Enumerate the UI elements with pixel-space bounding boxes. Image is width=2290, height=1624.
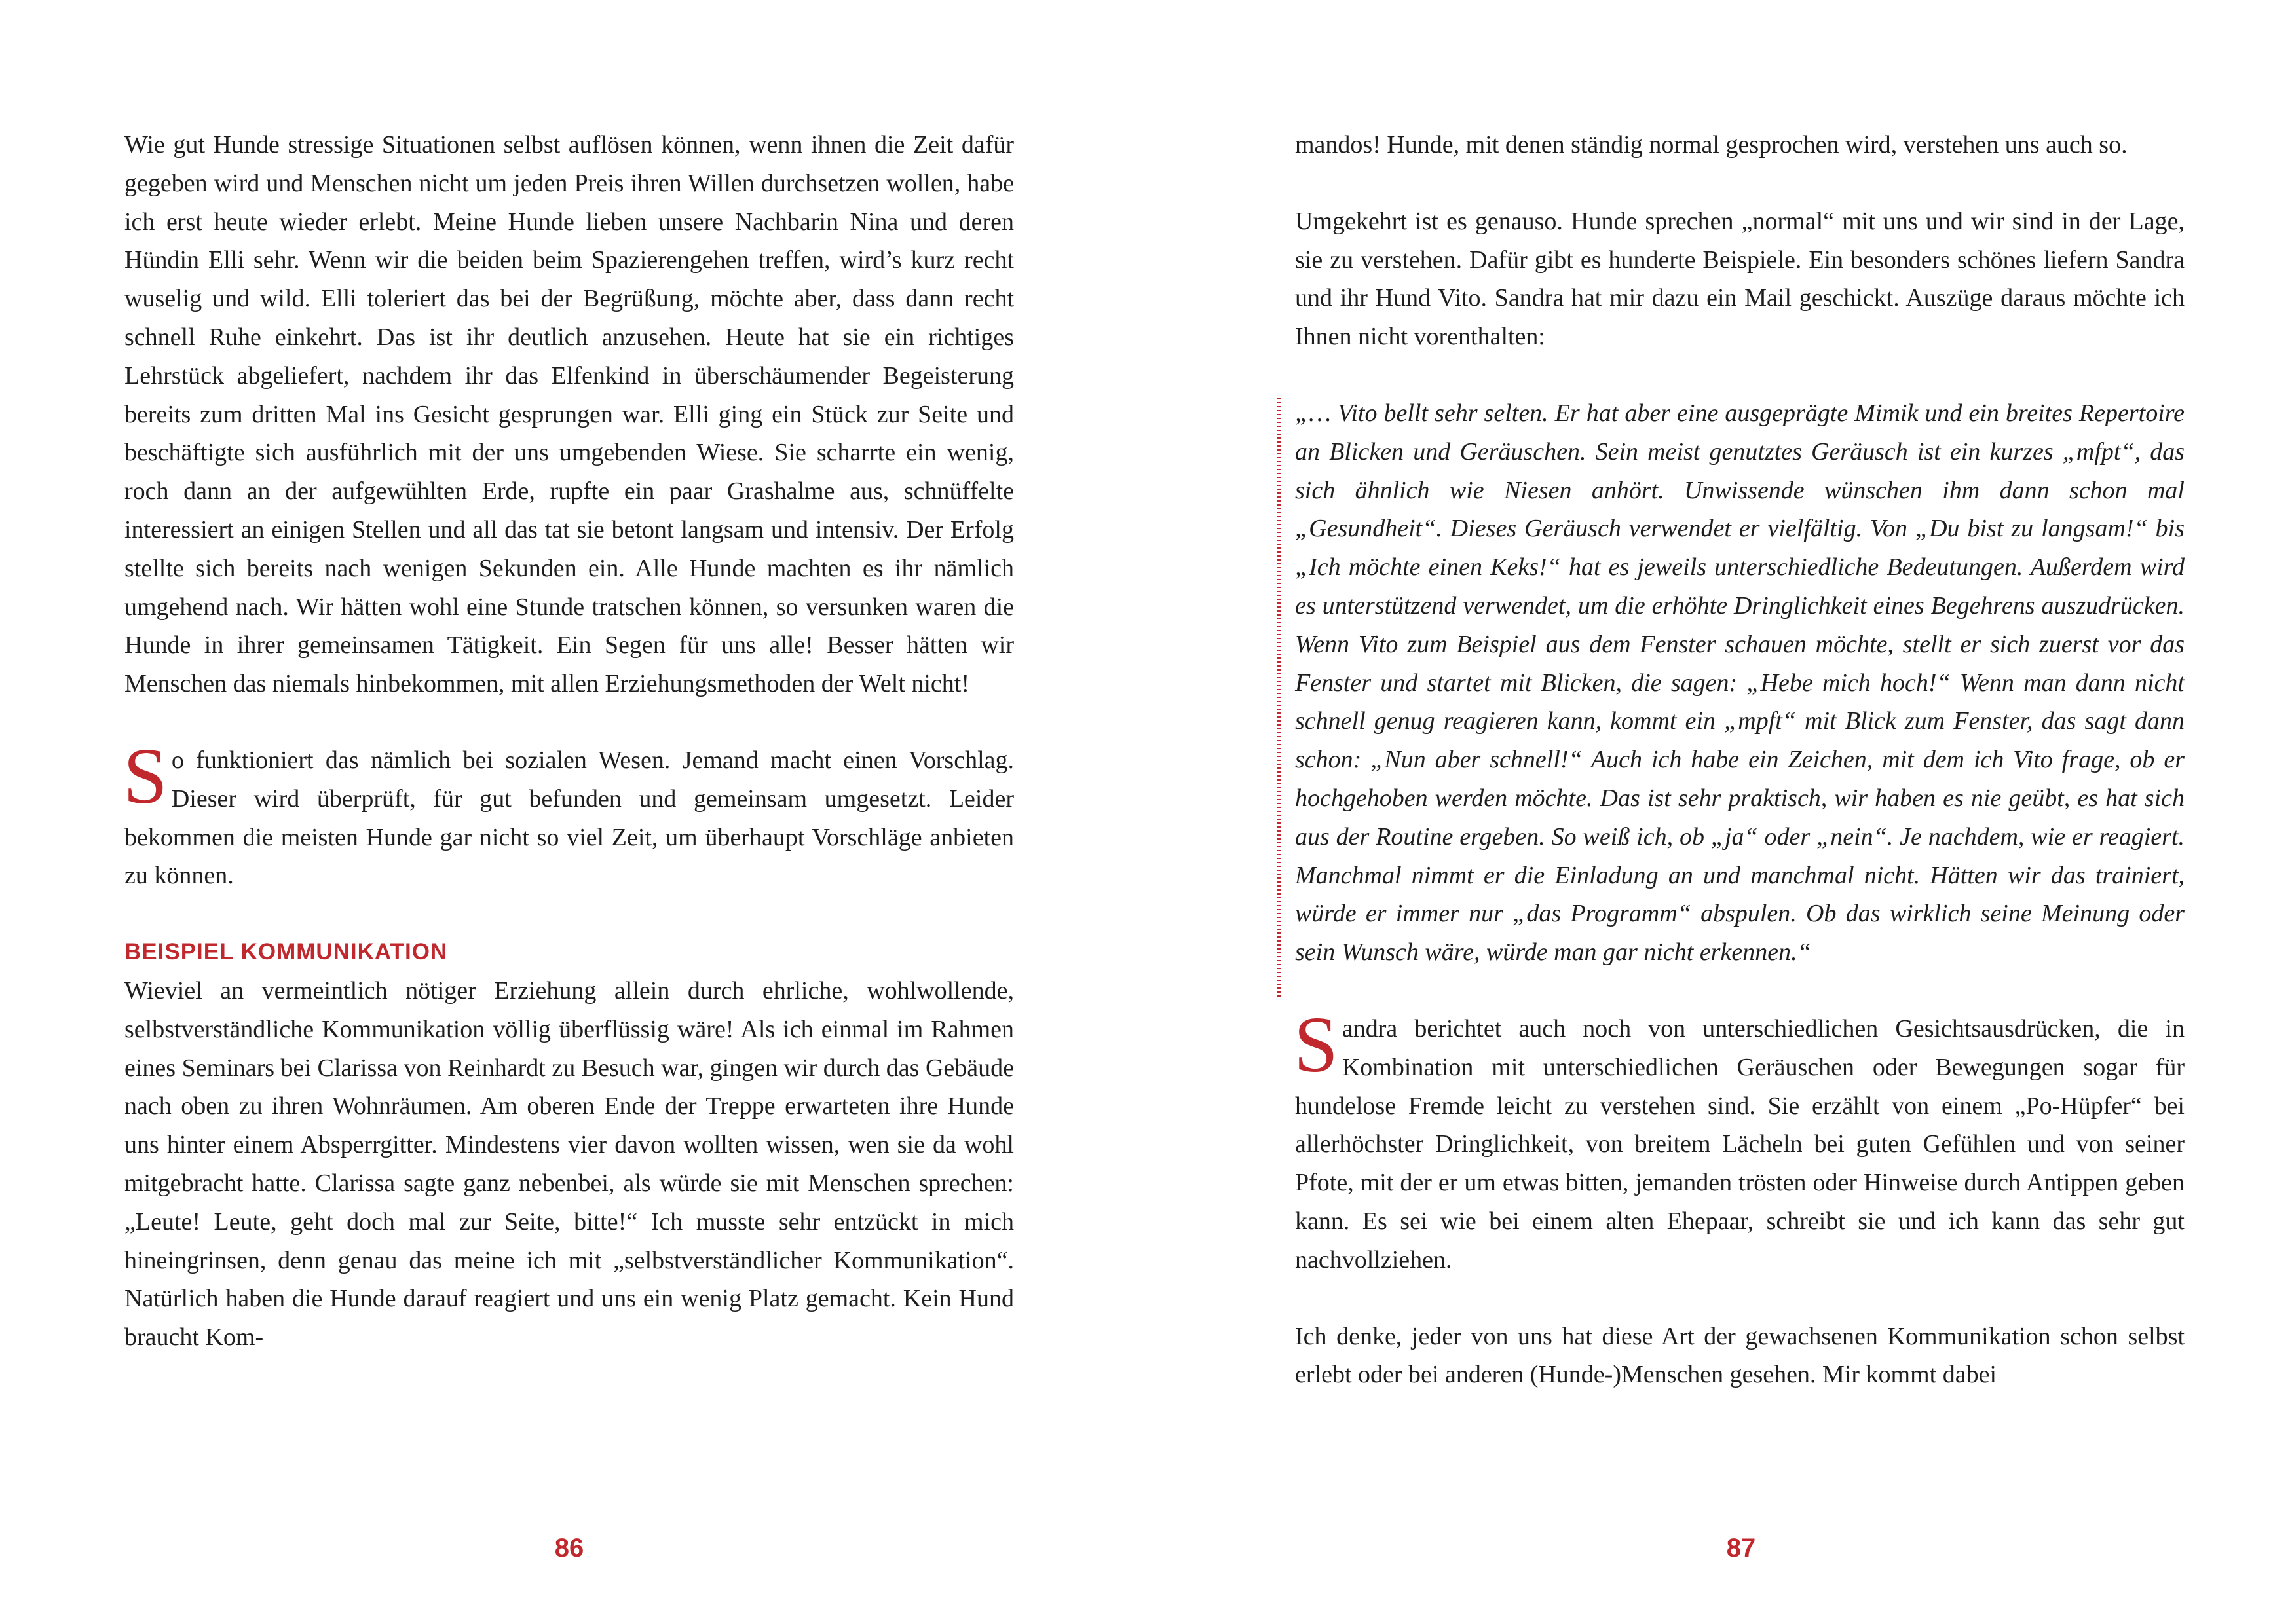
left-page	[124, 126, 1014, 1357]
left-paragraph-1: Wie gut Hunde stressige Situationen selbst auflösen können, wenn ihnen die Zeit dafür gegeben wird und Menschen nicht um jeden Preis ihren Willen durchsetzen wollen, habe ich erst heute wieder erlebt. Meine Hunde lieben unsere Nachbarin Nina und deren Hündin Elli sehr. Wenn wir die beiden beim Spazierengehen treffen, wird’s kurz recht wuselig und wild. Elli toleriert das bei der Begrüßung, möchte aber, dass dann recht schnell Ruhe einkehrt. Das ist ihr deutlich anzusehen. Heute hat sie ein richtiges Lehrstück abgeliefert, nachdem ihr das Elfenkind in überschäumender Begeisterung bereits zum dritten Mal ins Gesicht gesprungen war. Elli ging ein Stück zur Seite und beschäftigte sich ausführlich mit der uns umgebenden Wiese. Sie scharrte ein wenig, roch dann an der aufgewühlten Erde, rupfte ein paar Grashalme aus, schnüffelte interessiert an einigen Stellen und all das tat sie betont langsam und intensiv. Der Erfolg stellte sich bereits nach wenigen Sekunden ein. Alle Hunde machten es ihr nämlich umgehend nach. Wir hätten wohl eine Stunde tratschen können, so versunken waren die Hunde in ihrer gemeinsamen Tätigkeit. Ein Segen für uns alle! Besser hätten wir Menschen das niemals hinbekommen, mit allen Erziehungsmethoden der Welt nicht!	[124, 131, 1014, 698]
left-paragraph-3: Wieviel an vermeintlich nötiger Erziehung allein durch ehrliche, wohlwollende, selbstverständliche Kommunikation völlig überflüssig wäre! Als ich einmal im Rahmen eines Seminars bei Clarissa von Reinhardt zu Besuch war, gingen wir durch das Gebäude nach oben zu ihren Wohnräumen. Am oberen Ende der Treppe erwarteten ihre Hunde uns hinter einem Absperrgitter. Mindestens vier davon wollten wissen, wen sie da wohl mitgebracht hatte. Clarissa sagte ganz nebenbei, als würde sie mit Menschen sprechen: „Leute! Leute, geht doch mal zur Seite, bitte!“ Ich musste sehr entzückt in mich hineingrinsen, denn genau das meine ich mit „selbstverständlicher Kommunikation“. Natürlich haben die Hunde darauf reagiert und uns ein wenig Platz gemacht. Kein Hund braucht Kom-	[124, 976, 1014, 1352]
drop-cap: S	[1294, 1000, 1338, 1089]
page-number-left: 86	[554, 1534, 584, 1562]
block-quote	[1295, 394, 2185, 972]
page-number-right: 87	[1726, 1534, 1756, 1562]
left-paragraph-2	[123, 731, 1014, 895]
quote-rule	[1277, 398, 1281, 998]
right-paragraph-3-text: andra berichtet auch noch von unterschiedlichen Gesichtsausdrücken, die in Kombination mit unterschiedlichen Geräuschen oder Bewegungen sogar für hundelose Fremde leicht zu verstehen sind. Sie erzählt von einem „Po-Hüpfer“ bei allerhöchster Dringlichkeit, von breitem Lächeln bei guten Gefühlen und von seiner Pfote, mit der er um etwas bitten, jemanden trösten oder Hinweise durch Antippen geben kann. Es sei wie bei einem alten Ehepaar, schreibt sie und ich kann das sehr gut nachvollziehen.	[1295, 1014, 2185, 1274]
left-paragraph-2-text: o funktioniert das nämlich bei sozialen Wesen. Jemand macht einen Vorschlag. Dieser wird überprüft, für gut befunden und gemeinsam umgesetzt. Leider bekommen die meisten Hunde gar nicht so viel Zeit, um überhaupt Vorschläge anbieten zu können.	[124, 746, 1014, 890]
right-paragraph-1: mandos! Hunde, mit denen ständig normal gesprochen wird, verstehen uns auch so.	[1295, 131, 2128, 158]
section-heading: BEISPIEL KOMMUNIKATION	[124, 939, 448, 965]
right-page	[1295, 126, 2185, 1394]
drop-cap: S	[123, 731, 168, 821]
right-paragraph-4: Ich denke, jeder von uns hat diese Art der gewachsenen Kommunikation schon selbst erlebt oder bei anderen (Hunde-)Menschen gesehen. Mir kommt dabei	[1295, 1322, 2185, 1389]
right-paragraph-2: Umgekehrt ist es genauso. Hunde sprechen „normal“ mit uns und wir sind in der Lage, sie zu verstehen. Dafür gibt es hunderte Beispiele. Ein besonders schönes liefern Sandra und ihr Hund Vito. Sandra hat mir dazu ein Mail geschickt. Auszüge daraus möchte ich Ihnen nicht vorenthalten:	[1295, 207, 2185, 351]
right-paragraph-3	[1294, 1000, 2185, 1280]
quote-text: „… Vito bellt sehr selten. Er hat aber eine ausgeprägte Mimik und ein breites Repertoire an Blicken und Geräuschen. Sein meist genutztes Geräusch ist ein kurzes „mfpt“, das sich ähnlich wie Niesen anhört. Unwissende wünschen ihm dann schon mal „Gesundheit“. Dieses Geräusch verwendet er vielfältig. Von „Du bist zu langsam!“ bis „Ich möchte einen Keks!“ hat es jeweils unterschiedliche Bedeutungen. Außerdem wird es unterstützend verwendet, um die erhöhte Dringlichkeit eines Begehrens auszudrücken. Wenn Vito zum Beispiel aus dem Fenster schauen möchte, stellt er sich zuerst vor das Fenster und startet mit Blicken, die sagen: „Hebe mich hoch!“ Wenn man dann nicht schnell genug reagieren kann, kommt ein „mpft“ mit Blick zum Fenster, das sagt dann schon: „Nun aber schnell!“ Auch ich habe ein Zeichen, mit dem ich Vito frage, ob er hochgehoben werden möchte. Das ist sehr praktisch, wir haben es nie geübt, es hat sich aus der Routine ergeben. So weiß ich, ob „ja“ oder „nein“. Je nachdem, wie er reagiert. Manchmal nimmt er die Einladung an und manchmal nicht. Hätten wir das trainiert, würde er immer nur „das Programm“ abspulen. Ob das wirklich seine Meinung oder sein Wunsch wäre, würde man gar nicht erkennen.“	[1295, 399, 2185, 967]
